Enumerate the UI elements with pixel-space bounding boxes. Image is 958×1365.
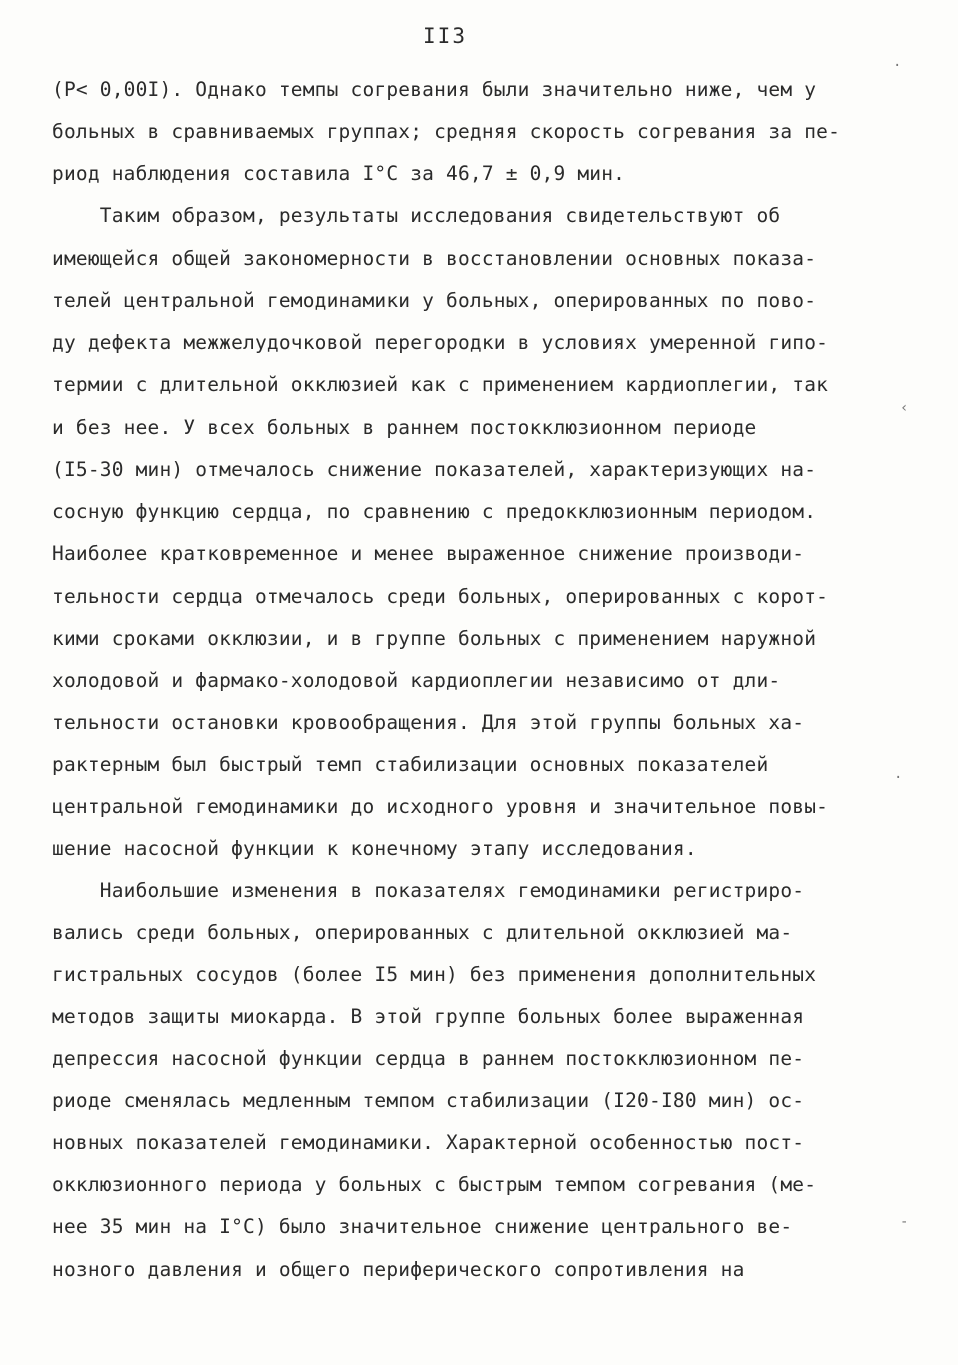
text-line: центральной гемодинамики до исходного уровня и значительное повы- [52,795,829,818]
text-line: нозного давления и общего периферического сопротивления на [52,1258,745,1281]
text-line: риод наблюдения составила I°C за 46,7 ± 0,9 мин. [52,162,626,185]
text-line: телей центральной гемодинамики у больных, оперированных по пово- [52,289,817,312]
text-line: ду дефекта межжелудочковой перегородки в условиях умеренной гипо- [52,331,829,354]
text-line: больных в сравниваемых группах; средняя скорость согревания за пе- [52,120,841,143]
text-line: новных показателей гемодинамики. Характерной особенностью пост- [52,1131,805,1154]
text-line: (I5-30 мин) отмечалось снижение показателей, характеризующих на- [52,458,817,481]
text-line: рактерным был быстрый темп стабилизации основных показателей [52,753,769,776]
text-line: окклюзионного периода у больных с быстрым темпом согревания (ме- [52,1173,817,1196]
text-line: тельности остановки кровообращения. Для этой группы больных ха- [52,711,805,734]
text-line: термии с длительной окклюзией как с применением кардиоплегии, так [52,373,829,396]
text-line: методов защиты миокарда. В этой группе больных более выраженная [52,1005,805,1028]
text-line: вались среди больных, оперированных с длительной окклюзией ма- [52,921,793,944]
text-line: Наиболее кратковременное и менее выраженное снижение производи- [52,542,805,565]
text-line: тельности сердца отмечалось среди больных, оперированных с корот- [52,585,829,608]
text-line: риоде сменялась медленным темпом стабилизации (I20-I80 мин) ос- [52,1089,805,1112]
page-number: II3 [423,24,467,48]
text-line: имеющейся общей закономерности в восстановлении основных показа- [52,247,817,270]
text-line: Наибольшие изменения в показателях гемодинамики регистриро- [52,879,805,902]
text-line: холодовой и фармако-холодовой кардиоплегии независимо от дли- [52,669,781,692]
text-line: кими сроками окклюзии, и в группе больных с применением наружной [52,627,817,650]
text-line: нее 35 мин на I°C) было значительное снижение центрального ве- [52,1215,793,1238]
scan-mark: · [893,58,902,74]
text-line: шение насосной функции к конечному этапу исследования. [52,837,697,860]
text-line: и без нее. У всех больных в раннем постокклюзионном периоде [52,416,757,439]
text-line: (P< 0,00I). Однако темпы согревания были значительно ниже, чем у [52,78,817,101]
scan-mark: ‹ [900,400,909,416]
scan-mark: · [894,770,903,786]
text-line: сосную функцию сердца, по сравнению с предокклюзионным периодом. [52,500,817,523]
text-line: депрессия насосной функции сердца в раннем постокклюзионном пе- [52,1047,805,1070]
text-line: гистральных сосудов (более I5 мин) без применения дополнительных [52,963,817,986]
scan-mark: - [900,1214,909,1230]
text-line: Таким образом, результаты исследования свидетельствуют об [52,204,781,227]
